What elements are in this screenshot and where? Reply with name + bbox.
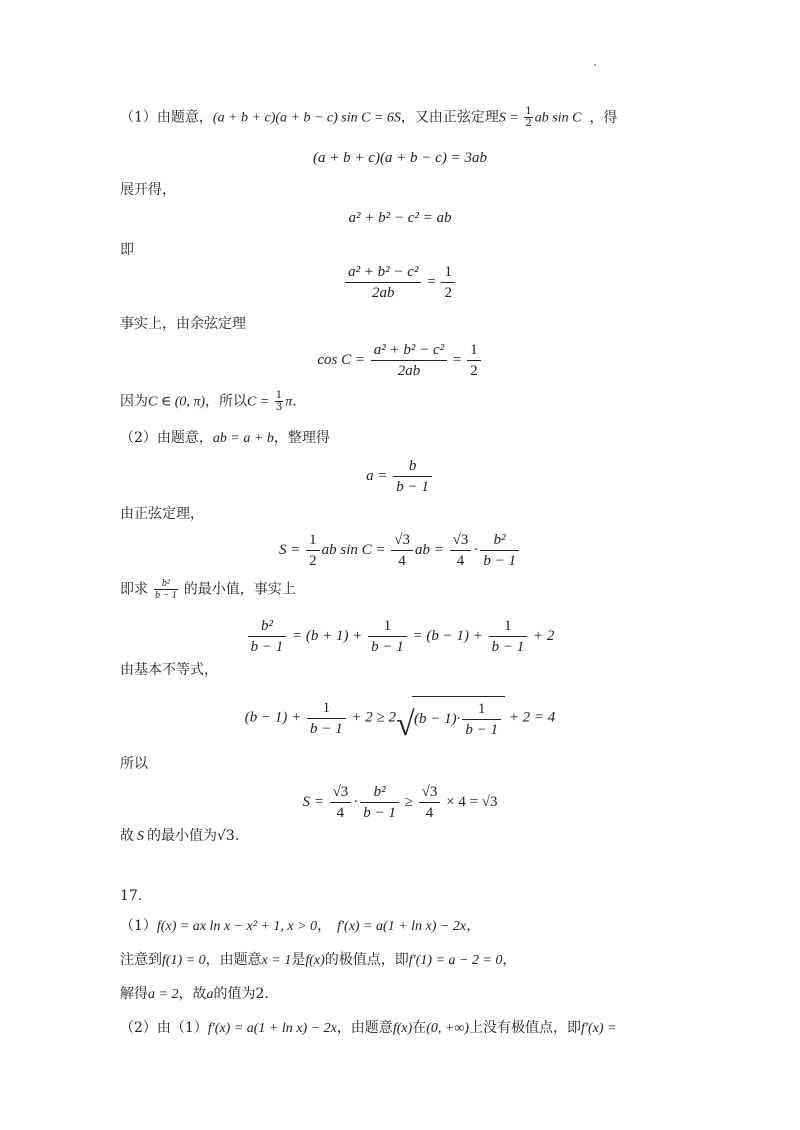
den: 2 — [470, 363, 478, 379]
math: ab sin C = — [321, 541, 390, 558]
math: f′(x) = a(1 + ln x) − 2x — [207, 1021, 337, 1036]
math: ab sin C — [534, 110, 582, 126]
expand-label: 展开得， — [120, 182, 176, 198]
fraction-third — [275, 390, 283, 413]
text: ， — [502, 952, 517, 968]
num: b² — [154, 578, 178, 590]
math: S — [137, 829, 144, 844]
text: ，整理得 — [273, 430, 330, 446]
suoyi-label: 所以 — [120, 756, 148, 772]
equation-final — [0, 782, 800, 823]
num: 1 — [467, 340, 481, 361]
text: 注意到 — [120, 952, 162, 968]
math: f′(x) = a(1 + ln x) − 2x — [337, 919, 467, 934]
text: ， — [317, 918, 332, 934]
den: 4 — [336, 805, 345, 821]
question-number: 17. — [120, 888, 143, 904]
text: ，由题意 — [205, 952, 262, 968]
fraction — [489, 616, 528, 657]
den: 2 — [444, 285, 452, 301]
ji-label: 即 — [120, 242, 134, 258]
text: . — [292, 393, 297, 410]
den: 2 — [309, 553, 317, 569]
fraction — [391, 530, 413, 571]
fraction — [307, 698, 346, 739]
text: 的最小值为 — [147, 828, 217, 844]
fraction — [393, 456, 432, 497]
num: 1 — [275, 390, 283, 401]
math: C = — [247, 394, 273, 410]
math: + 2 — [529, 627, 555, 644]
num: √3 — [391, 530, 413, 551]
num: 1 — [306, 530, 320, 551]
equation-3: $\frac{\text{a² + b² − c²}}{2ab}$ = $\frac{1}{2}$ — [0, 262, 800, 303]
num: 1 — [462, 699, 501, 720]
text: ，又由正弦定理 — [400, 109, 499, 126]
math: √3 — [217, 828, 235, 844]
text: （1） — [120, 918, 157, 934]
math: S = — [279, 541, 305, 558]
den: 4 — [398, 553, 406, 569]
text: 在 — [412, 1020, 427, 1036]
fraction — [467, 340, 481, 381]
math: ≥ — [400, 793, 417, 810]
math: + 2 = 4 — [504, 709, 556, 726]
text: 因为 — [120, 393, 148, 410]
fraction-half — [524, 106, 532, 129]
den: 4 — [456, 553, 465, 569]
den: b − 1 — [483, 553, 516, 569]
den: b − 1 — [396, 479, 429, 495]
text: 是 — [291, 952, 306, 968]
num: b² — [248, 616, 287, 637]
den: b − 1 — [465, 722, 498, 738]
text: ，得 — [589, 109, 618, 126]
fraction — [368, 616, 407, 657]
text: 故 — [120, 828, 134, 844]
text: . — [234, 828, 240, 844]
den: b − 1 — [371, 639, 404, 655]
math: a = 2 — [148, 987, 179, 1002]
fraction — [360, 782, 399, 823]
math: · — [473, 541, 479, 558]
because-line — [120, 390, 297, 413]
sine-label: 由正弦定理， — [120, 506, 204, 522]
part2-line1 — [120, 428, 330, 449]
math: f′(1) = a − 2 = 0 — [408, 953, 503, 968]
num: b² — [360, 782, 399, 803]
num: b — [393, 456, 432, 477]
conclusion-line — [120, 826, 239, 847]
q17-line1 — [120, 916, 480, 937]
equation-S — [0, 530, 800, 571]
den: b − 1 — [155, 590, 177, 601]
num: 1 — [368, 616, 407, 637]
den: 2 — [525, 118, 532, 129]
den: b − 1 — [310, 720, 343, 737]
text: （1）由题意， — [120, 109, 213, 126]
num: √3 — [419, 782, 441, 803]
num: 1 — [441, 262, 455, 283]
part1-line1 — [120, 106, 617, 129]
corner-mark — [594, 64, 596, 66]
num: √3 — [330, 782, 352, 803]
num: a² + b² − c² — [345, 262, 421, 283]
text: ，由题意 — [336, 1020, 393, 1036]
q17-line4 — [120, 1018, 616, 1039]
num: 1 — [525, 106, 532, 117]
math: (a + b + c)(a + b − c) sin C = 6S — [212, 110, 401, 126]
fraction — [154, 578, 178, 601]
den: b − 1 — [491, 639, 525, 655]
math: f(1) = 0 — [162, 953, 206, 968]
math: = (b + 1) + — [288, 627, 367, 644]
den: 2ab — [372, 285, 395, 301]
basic-label: 由基本不等式， — [120, 662, 218, 678]
fraction — [371, 340, 447, 381]
math: (b − 1) + — [244, 709, 305, 726]
math: S = — [498, 110, 523, 126]
seek-line — [120, 578, 296, 601]
text: （2）由题意， — [120, 430, 213, 446]
equation-1: (a + b + c)(a + b − c) = 3ab — [313, 150, 487, 166]
den: 3 — [275, 402, 283, 413]
equation-identity — [0, 616, 800, 657]
text: 的值为2. — [213, 986, 269, 1002]
num: b² — [480, 530, 519, 551]
den: 2ab — [397, 363, 421, 379]
math: x = 1 — [261, 953, 292, 968]
math: = (b − 1) + — [408, 627, 487, 644]
math: ab = a + b — [212, 431, 274, 446]
fraction — [306, 530, 320, 571]
math: · — [353, 793, 359, 810]
math: f(x) — [305, 953, 325, 968]
num: √3 — [450, 530, 472, 551]
math: C ∈ (0, π) — [148, 394, 206, 410]
num: 1 — [489, 616, 528, 637]
math: + 2 ≥ 2 — [347, 709, 396, 726]
text: （2）由（1） — [120, 1020, 208, 1036]
den: 4 — [425, 805, 434, 821]
equation-a — [0, 456, 800, 497]
den: b − 1 — [363, 805, 396, 821]
fraction — [345, 262, 421, 303]
den: b − 1 — [250, 639, 284, 655]
fraction — [248, 616, 287, 657]
num: a² + b² − c² — [371, 340, 447, 361]
fraction — [480, 530, 519, 571]
math: π — [285, 394, 293, 410]
fraction — [450, 530, 472, 571]
fraction — [419, 782, 441, 823]
equation-2: a² + b² − c² = ab — [348, 210, 452, 226]
math: ab = — [415, 541, 448, 558]
math: a = — [366, 467, 392, 484]
text: 上没有极值点，即 — [469, 1020, 582, 1036]
equation-inequality — [0, 696, 800, 743]
q17-line3 — [120, 984, 269, 1005]
math: f(x) = ax ln x − x² + 1, x > 0 — [156, 919, 318, 934]
text: 解得 — [120, 986, 148, 1002]
text: ，故 — [178, 986, 207, 1002]
math: f′(x) = — [581, 1021, 617, 1036]
equation-cos: cos C = $\frac{\text{a² + b² − c²}}{2ab}$ = $\frac{1}{2}$ — [0, 340, 800, 381]
math: S = — [302, 793, 328, 810]
math: cos C = — [317, 351, 369, 368]
fraction — [441, 262, 455, 303]
text: 的极值点，即 — [324, 952, 409, 968]
text: ， — [466, 918, 481, 934]
math: (0, +∞) — [426, 1021, 470, 1036]
math: (b − 1)· — [413, 710, 461, 727]
q17-line2 — [120, 950, 516, 971]
text: 即求 — [120, 581, 148, 598]
math: × 4 = √3 — [442, 793, 498, 810]
text: 的最小值，事实上 — [183, 581, 296, 598]
text: ，所以 — [205, 393, 248, 410]
square-root: √ (b − 1)· $\frac{1}{b - 1}$ — [396, 696, 505, 740]
fact-label: 事实上，由余弦定理 — [120, 316, 246, 332]
fraction — [330, 782, 352, 823]
math: a — [206, 987, 214, 1002]
num: 1 — [307, 698, 346, 719]
math: f(x) — [392, 1021, 413, 1036]
fraction — [462, 699, 501, 740]
